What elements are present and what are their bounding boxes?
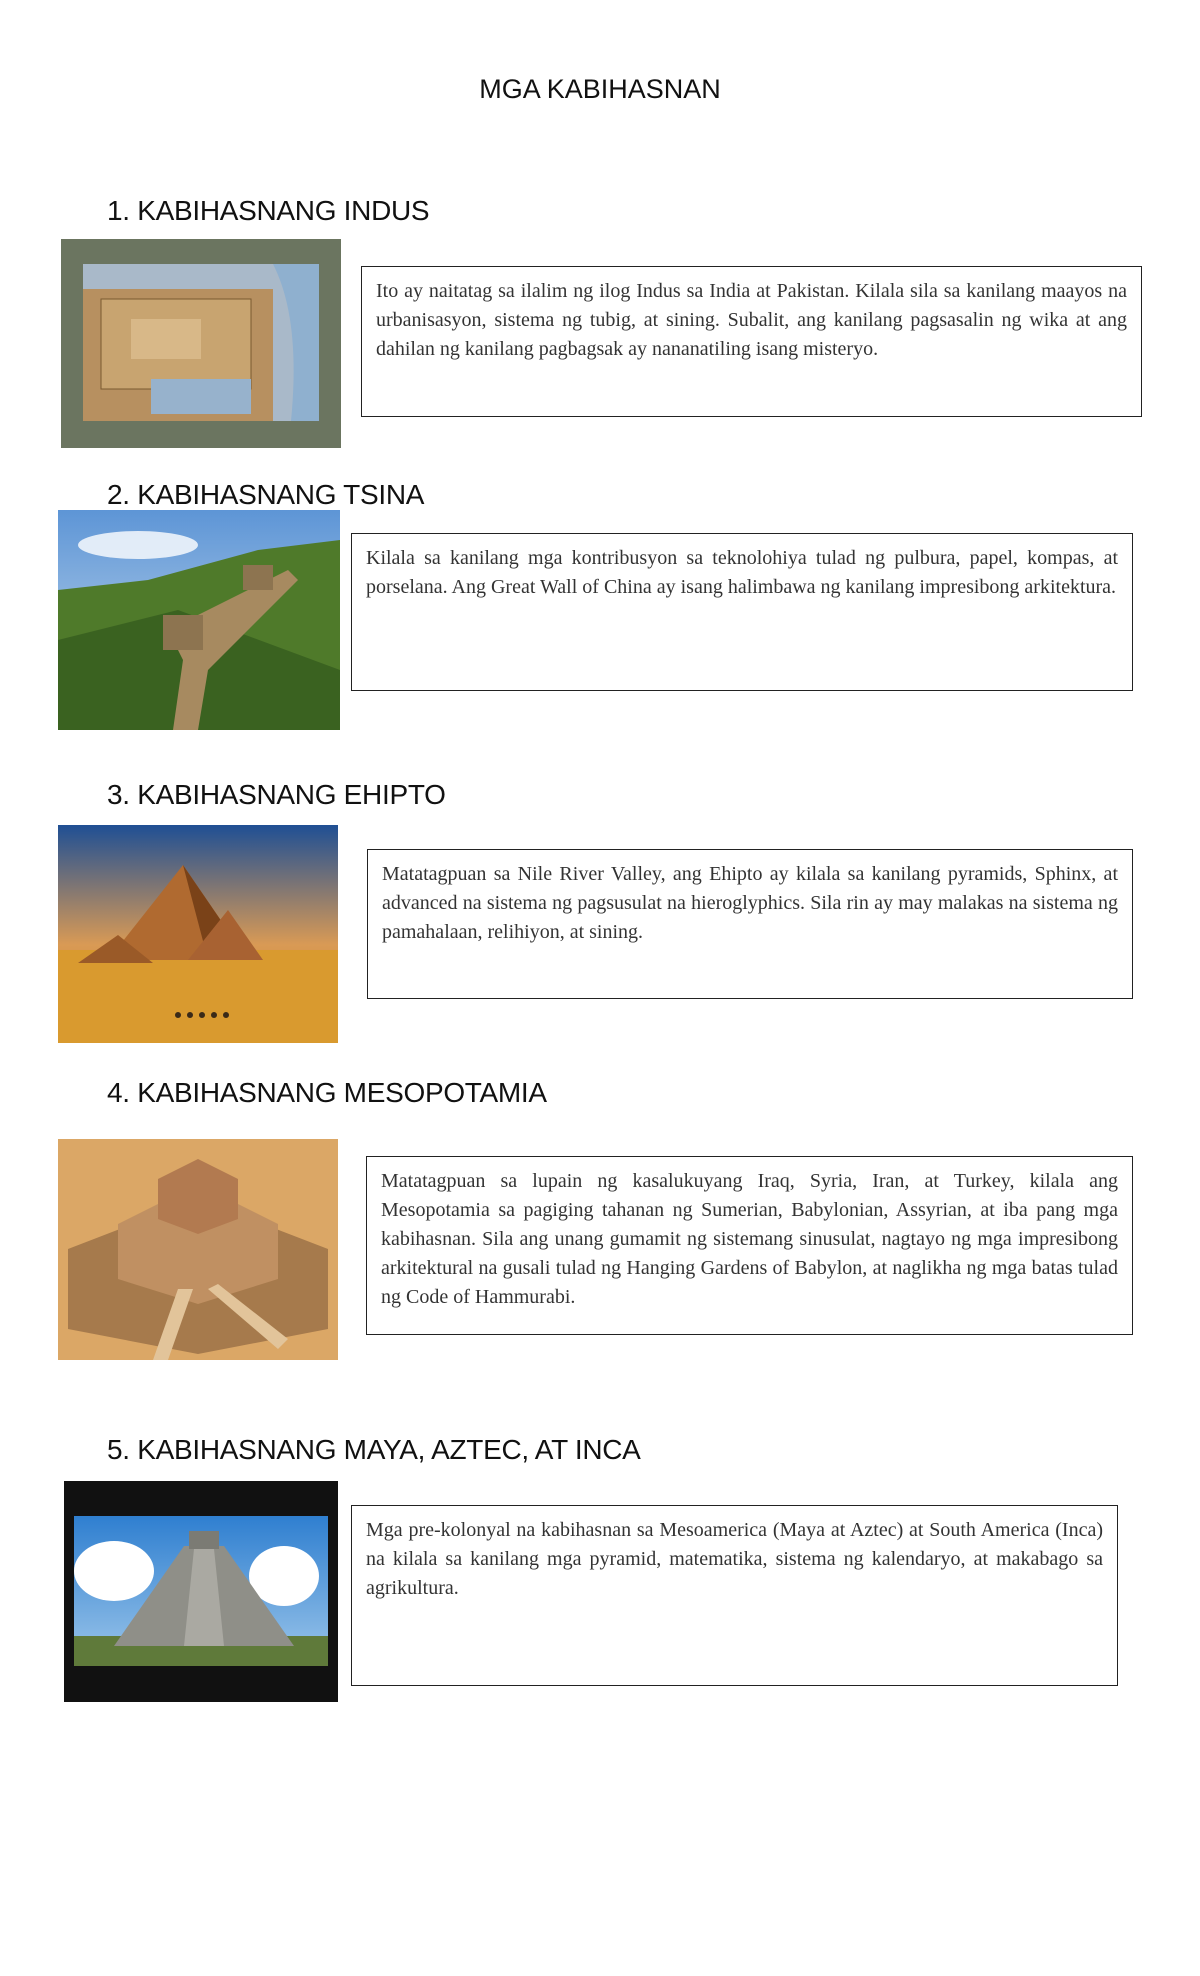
page-title: MGA KABIHASNAN [479, 74, 721, 104]
section-heading-tsina: 2. KABIHASNANG TSINA [107, 479, 425, 510]
section-description-maya-aztec-inca: Mga pre-kolonyal na kabihasnan sa Mesoamerica (Maya at Aztec) at South America (Inca) na kilala sa kanilang mga pyramid, matematika, sistema ng kalendaryo, at makabago sa agrikultura. [351, 1505, 1118, 1686]
section-description-indus: Ito ay naitatag sa ilalim ng ilog Indus sa India at Pakistan. Kilala sila sa kanilang maayos na urbanisasyon, sistema ng tubig, at sining. Subalit, ang kanilang pagsasalin ng wika at ang dahilan ng kanilang pagbagsak ay nananatiling isang misteryo. [361, 266, 1142, 417]
section-heading-ehipto: 3. KABIHASNANG EHIPTO [107, 779, 446, 810]
section-heading-indus: 1. KABIHASNANG INDUS [107, 195, 430, 226]
ziggurat-image [58, 1139, 338, 1360]
section-heading-maya-aztec-inca: 5. KABIHASNANG MAYA, AZTEC, AT INCA [107, 1434, 641, 1465]
section-description-ehipto: Matatagpuan sa Nile River Valley, ang Ehipto ay kilala sa kanilang pyramids, Sphinx, at advanced na sistema ng pagsusulat na hieroglyphics. Sila rin ay may malakas na sistema ng pamahalaan, relihiyon, at sining. [367, 849, 1133, 999]
indus-city-image [61, 239, 341, 448]
mesoamerican-pyramid-image [64, 1481, 338, 1702]
section-description-tsina: Kilala sa kanilang mga kontribusyon sa teknolohiya tulad ng pulbura, papel, kompas, at porselana. Ang Great Wall of China ay isang halimbawa ng kanilang impresibong arkitektura. [351, 533, 1133, 691]
section-description-mesopotamia: Matatagpuan sa lupain ng kasalukuyang Iraq, Syria, Iran, at Turkey, kilala ang Mesopotamia sa pagiging tahanan ng Sumerian, Babylonian, Assyrian, at iba pang mga kabihasnan. Sila ang unang gumamit ng sistemang sinusulat, nagtayo ng mga impresibong arkitektural na gusali tulad ng Hanging Gardens of Babylon, at naglikha ng mga batas tulad ng Code of Hammurabi. [366, 1156, 1133, 1335]
great-wall-image [58, 510, 340, 730]
section-heading-mesopotamia: 4. KABIHASNANG MESOPOTAMIA [107, 1077, 547, 1108]
pyramids-image [58, 825, 338, 1043]
